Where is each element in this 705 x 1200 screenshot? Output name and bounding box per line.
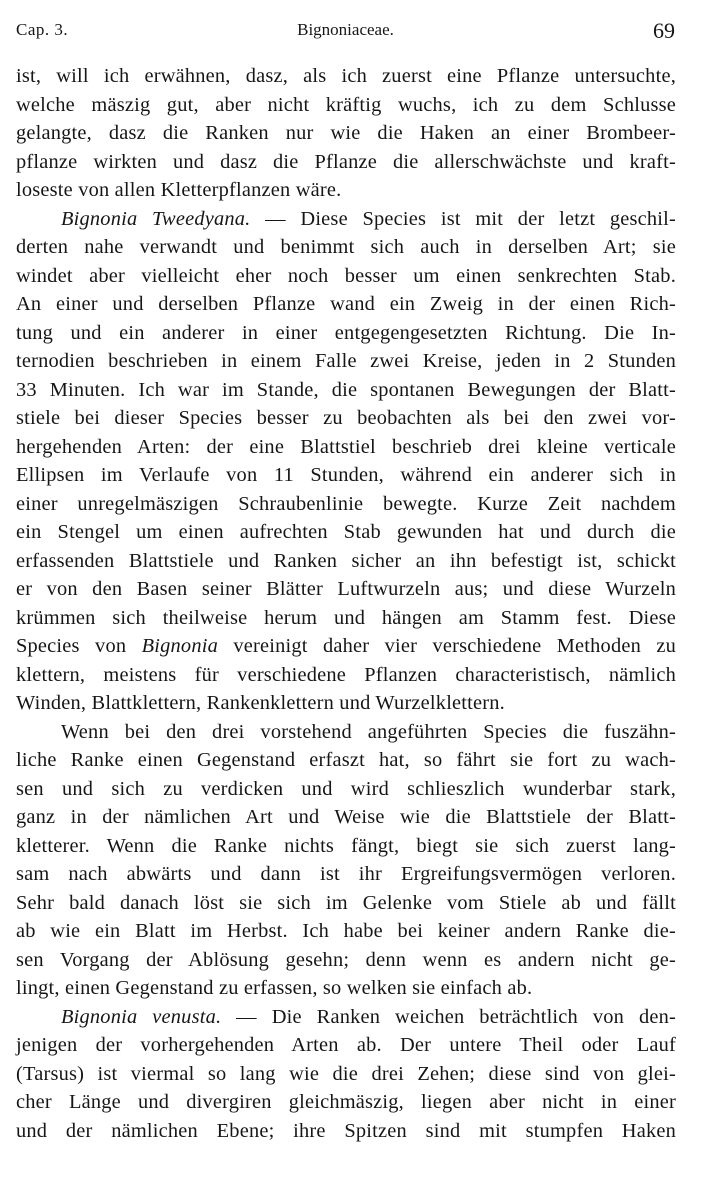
line-text: krümmen sich theilweise herum und hängen am Stamm fest. Diese [16, 606, 676, 629]
text-line [16, 1003, 676, 1032]
line-text: er von den Basen seiner Blätter Luftwurzeln aus; und diese Wurzeln [16, 578, 676, 600]
text-line [16, 917, 676, 946]
line-text: liche Ranke einen Gegenstand erfaszt hat, so fährt sie fort zu wach- [16, 749, 676, 771]
text-line [16, 547, 676, 576]
line-text: jenigen der vorhergehenden Arten ab. Der untere Theil oder Lauf [16, 1034, 676, 1056]
line-text: einer unregelmäszigen Schraubenlinie bewegte. Kurze Zeit nachdem [16, 492, 676, 515]
text-line [16, 974, 676, 1003]
text-line [16, 689, 676, 718]
text-line [16, 461, 676, 490]
chapter-label: Cap. 3. [16, 20, 69, 39]
line-text: ternodien beschrieben in einem Falle zwei Kreise, jeden in 2 Stunden [16, 350, 676, 372]
text-line [16, 632, 676, 661]
line-text: tung und ein anderer in einer entgegengesetzten Richtung. Die In- [16, 321, 676, 344]
line-text: An einer und derselben Pflanze wand ein Zweig in der einen Rich- [16, 293, 676, 315]
text-line [16, 1060, 676, 1089]
text-line [16, 832, 676, 861]
text-line [16, 91, 676, 120]
body-text [16, 62, 676, 1145]
line-text: welche mäszig gut, aber nicht kräftig wuchs, ich zu dem Schlusse [16, 93, 676, 116]
text-line [16, 62, 676, 91]
line-text: ganz in der nämlichen Art und Weise wie die Blattstiele der Blatt- [16, 806, 676, 828]
line-text: 33 Minuten. Ich war im Stande, die spontanen Bewegungen der Blatt- [16, 378, 676, 401]
line-text: ein Stengel um einen aufrechten Stab gewunden hat und durch die [16, 521, 676, 543]
line-text: pflanze wirkten und dasz die Pflanze die allerschwächste und kraft- [16, 150, 676, 173]
text-line [16, 262, 676, 291]
text-line [16, 718, 676, 747]
line-text: stiele bei dieser Species besser zu beobachten als bei den zwei vor- [16, 407, 676, 429]
text-line [16, 946, 676, 975]
line-text: Species von [16, 635, 142, 657]
line-text: (Tarsus) ist viermal so lang wie die drei Zehen; diese sind von glei- [16, 1062, 676, 1085]
line-text: erfassenden Blattstiele und Ranken sicher an ihn befestigt ist, schickt [16, 549, 676, 572]
line-text: Wenn bei den drei vorstehend angeführten Species die fuszähn- [61, 720, 676, 743]
line-text: kletterer. Wenn die Ranke nichts fängt, biegt sie sich zuerst lang- [16, 834, 676, 857]
text-line [16, 176, 676, 205]
text-line [16, 1031, 676, 1060]
text-line [16, 490, 676, 519]
page-number: 69 [653, 18, 675, 43]
line-text: sen Vorgang der Ablösung gesehn; denn wenn es andern nicht ge- [16, 948, 676, 971]
line-text: cher Länge und divergiren gleichmäszig, liegen aber nicht in einer [16, 1091, 676, 1113]
line-text: Ellipsen im Verlaufe von 11 Stunden, während ein anderer sich in [16, 464, 676, 486]
line-text: sam nach abwärts und dann ist ihr Ergreifungsvermögen verloren. [16, 863, 676, 885]
page-header [16, 18, 675, 46]
text-line [16, 233, 676, 262]
text-line [16, 661, 676, 690]
text-line [16, 404, 676, 433]
line-text: und der nämlichen Ebene; ihre Spitzen sind mit stumpfen Haken [16, 1119, 676, 1142]
line-text: Sehr bald danach löst sie sich im Gelenke vom Stiele ab und fällt [16, 891, 676, 914]
line-text: ist, will ich erwähnen, dasz, als ich zuerst eine Pflanze untersuchte, [16, 65, 676, 87]
text-line [16, 1117, 676, 1146]
line-text: Winden, Blattklettern, Rankenklettern und Wurzelklettern. [16, 692, 505, 714]
text-line [16, 319, 676, 348]
text-line [16, 746, 676, 775]
text-line [16, 803, 676, 832]
text-line [16, 575, 676, 604]
text-line [16, 1088, 676, 1117]
genus-name: Bignonia [141, 635, 218, 657]
text-line [16, 347, 676, 376]
line-text: gelangte, dasz die Ranken nur wie die Haken an einer Brombeer- [16, 122, 676, 144]
text-line [16, 604, 676, 633]
text-line [16, 376, 676, 405]
text-line [16, 518, 676, 547]
text-line [16, 148, 676, 177]
line-text: sen und sich zu verdicken und wird schlieszlich wunderbar stark, [16, 777, 676, 800]
species-name: Bignonia Tweedyana. [61, 207, 251, 230]
text-line [16, 119, 676, 148]
line-text: vereinigt daher vier verschiedene Methoden zu [217, 635, 676, 657]
line-text: — Die Ranken weichen beträchtlich von den- [221, 1005, 676, 1028]
line-text: klettern, meistens für verschiedene Pflanzen characteristisch, nämlich [16, 663, 676, 686]
text-line [16, 205, 676, 234]
text-line [16, 433, 676, 462]
text-line [16, 889, 676, 918]
running-title: Bignoniaceae. [297, 20, 394, 39]
line-text: — Diese Species ist mit der letzt geschil- [250, 207, 676, 230]
line-text: hergehenden Arten: der eine Blattstiel beschrieb drei kleine verticale [16, 435, 676, 458]
text-line [16, 290, 676, 319]
text-line [16, 860, 676, 889]
line-text: lingt, einen Gegenstand zu erfassen, so welken sie einfach ab. [16, 977, 533, 999]
line-text: ab wie ein Blatt im Herbst. Ich habe bei keiner andern Ranke die- [16, 920, 676, 942]
line-text: windet aber vielleicht eher noch besser um einen senkrechten Stab. [16, 264, 676, 287]
text-line [16, 775, 676, 804]
line-text: derten nahe verwandt und benimmt sich auch in derselben Art; sie [16, 236, 676, 258]
line-text: loseste von allen Kletterpflanzen wäre. [16, 179, 342, 201]
species-name: Bignonia venusta. [61, 1005, 222, 1028]
